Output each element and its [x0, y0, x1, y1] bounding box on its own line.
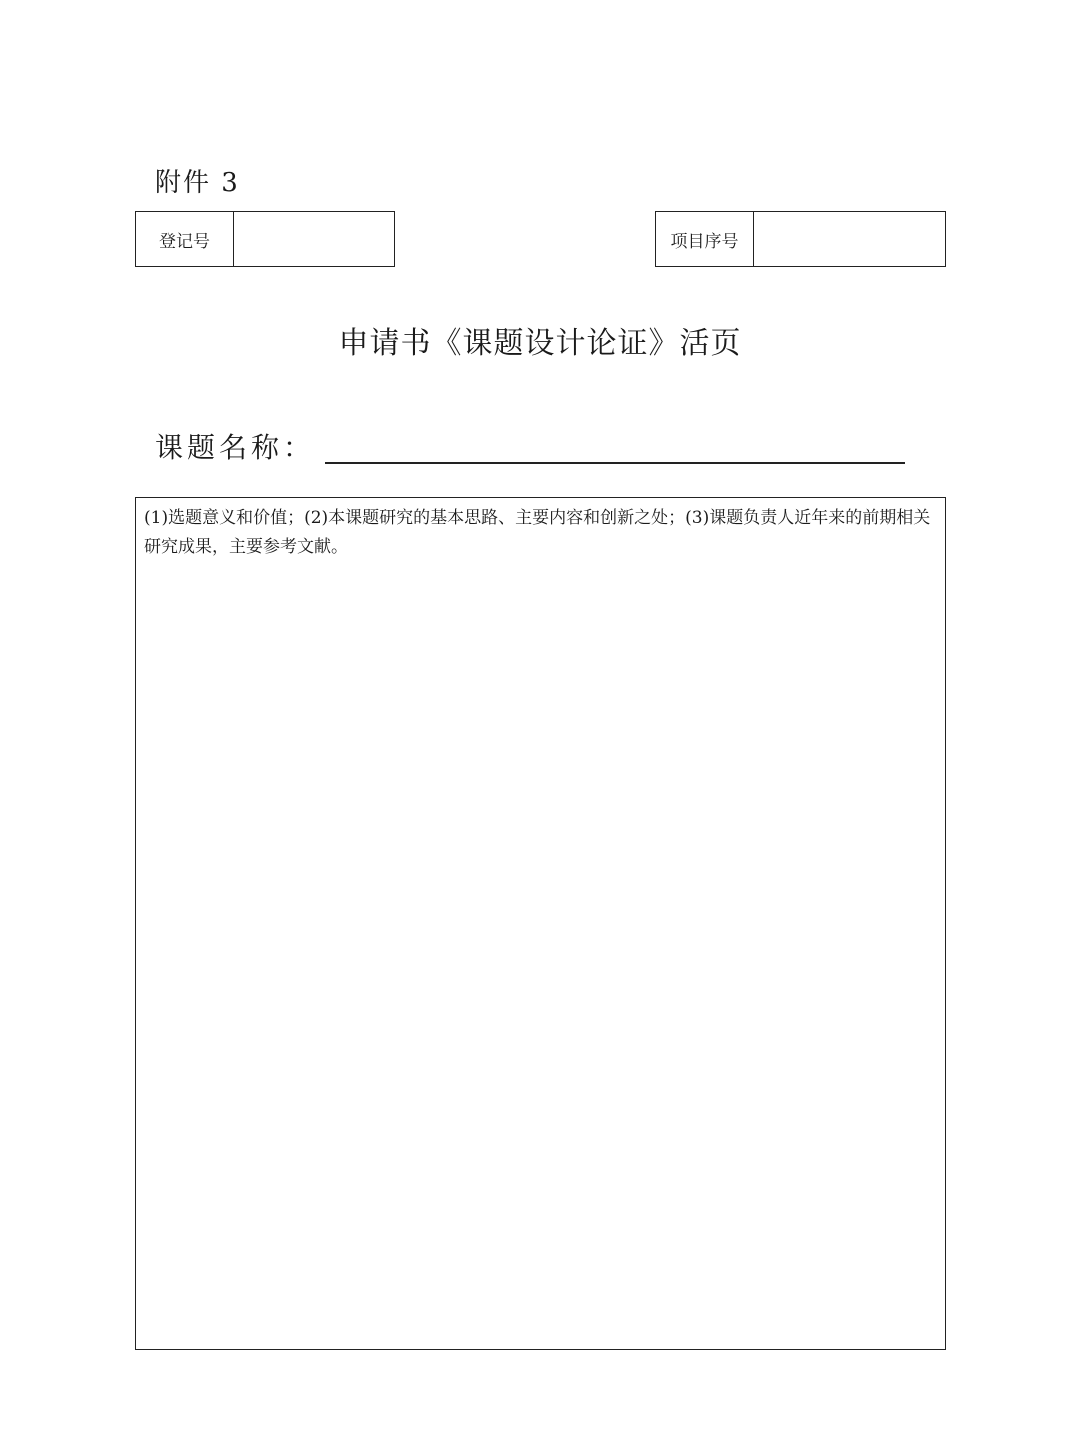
project-number-box: [655, 211, 946, 267]
design-argument-box[interactable]: [135, 497, 946, 1350]
topic-label: 课题名称：: [155, 431, 316, 464]
topic-row: [155, 428, 905, 468]
registration-number-box: [135, 211, 395, 267]
registration-number-field[interactable]: [234, 212, 394, 266]
registration-number-label: 登记号: [136, 212, 234, 266]
document-title: 申请书《课题设计论证》活页: [338, 326, 742, 361]
project-number-field[interactable]: [754, 212, 945, 266]
topic-name-field[interactable]: [325, 432, 905, 464]
project-number-label: 项目序号: [656, 212, 754, 266]
attachment-label: 附件 3: [155, 168, 240, 198]
content-instructions: (1)选题意义和价值；(2)本课题研究的基本思路、主要内容和创新之处；(3)课题负责人近年来的前期相关研究成果，主要参考文献。: [144, 508, 931, 557]
